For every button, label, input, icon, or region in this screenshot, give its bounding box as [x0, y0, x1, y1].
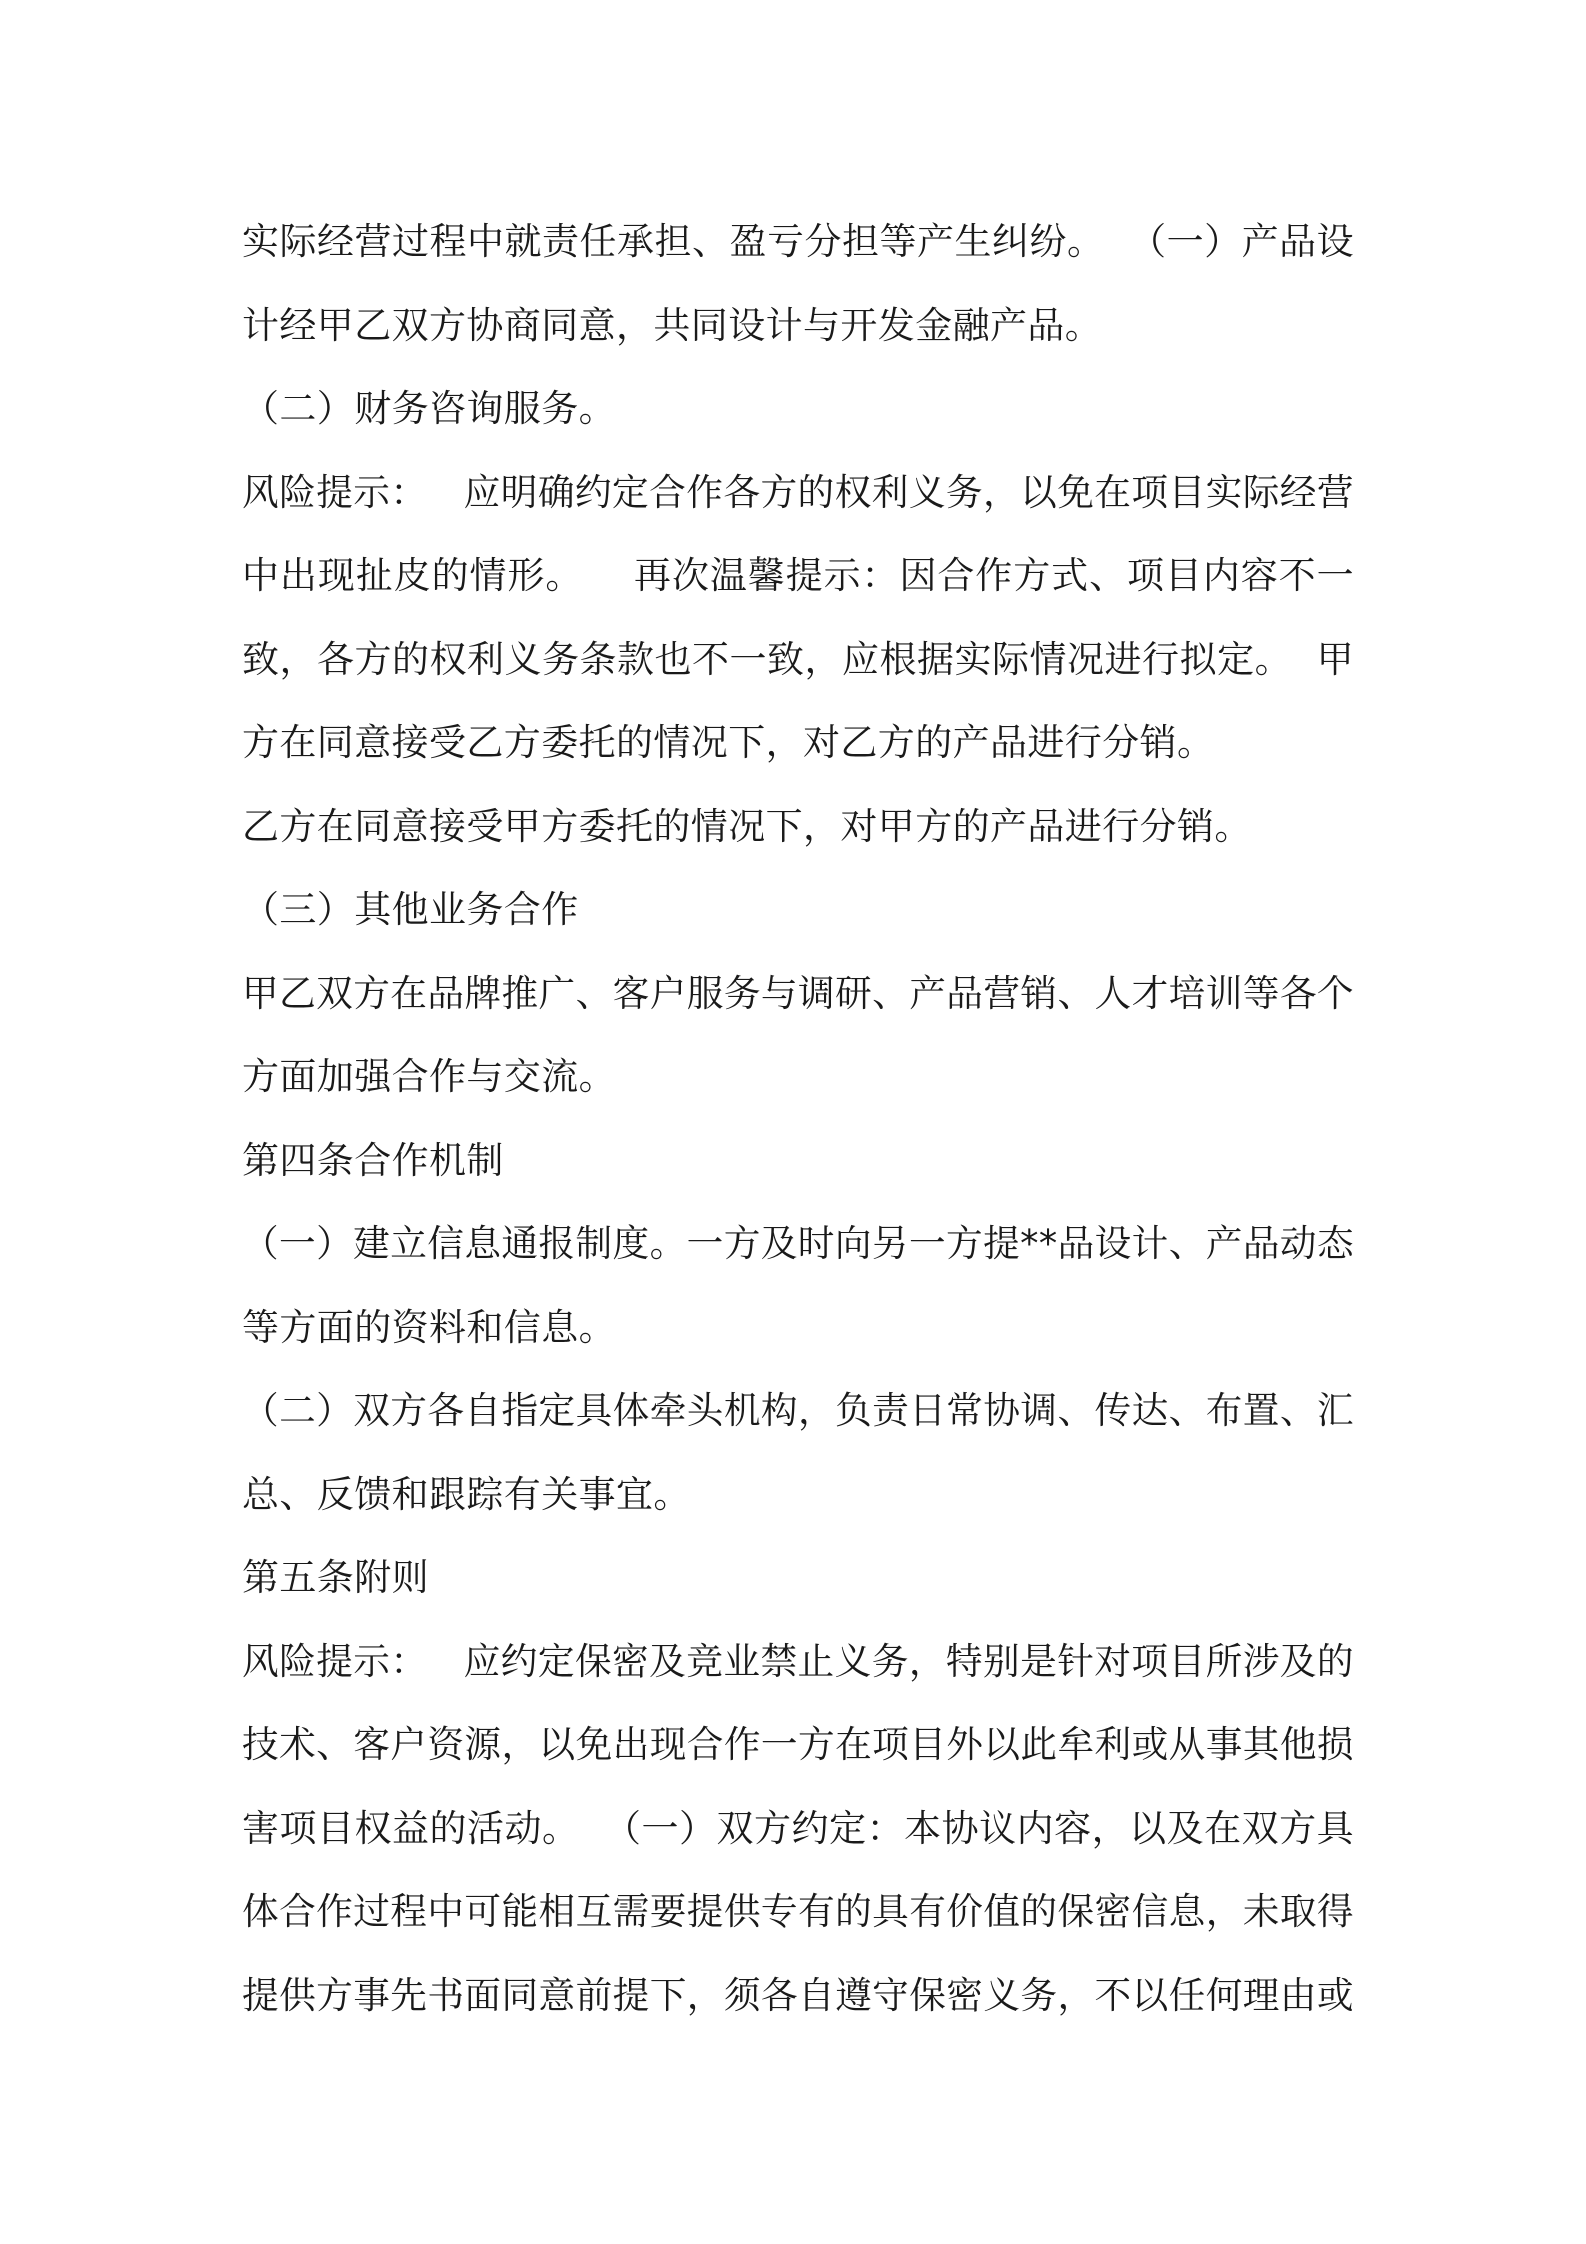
text-line: 致，各方的权利义务条款也不一致，应根据实际情况进行拟定。 甲: [242, 637, 1354, 681]
text-line: 中出现扯皮的情形。 再次温馨提示：因合作方式、项目内容不一: [242, 554, 1354, 597]
text-line: （二）双方各自指定具体牵头机构，负责日常协调、传达、布置、汇: [242, 1389, 1354, 1432]
document-body: [242, 200, 1354, 2037]
text-line: 第五条附则: [242, 1556, 429, 1599]
text-line: 计经甲乙双方协商同意，共同设计与开发金融产品。: [242, 303, 1103, 347]
text-line: 风险提示： 应约定保密及竞业禁止义务，特别是针对项目所涉及的: [242, 1639, 1354, 1683]
text-line: 提供方事先书面同意前提下，须各自遵守保密义务，不以任何理由或: [242, 1973, 1354, 2017]
text-line: 方在同意接受乙方委托的情况下，对乙方的产品进行分销。: [242, 721, 1215, 764]
text-line: 乙方在同意接受甲方委托的情况下，对甲方的产品进行分销。: [242, 804, 1252, 848]
text-line: （一）建立信息通报制度。一方及时向另一方提**品设计、产品动态: [242, 1222, 1354, 1265]
text-line: 风险提示： 应明确约定合作各方的权利义务，以免在项目实际经营: [242, 470, 1354, 514]
text-line: 技术、客户资源，以免出现合作一方在项目外以此牟利或从事其他损: [242, 1723, 1354, 1766]
text-line: 等方面的资料和信息。: [242, 1305, 616, 1349]
text-line: （三）其他业务合作: [242, 888, 579, 931]
text-line: 第四条合作机制: [242, 1138, 504, 1182]
text-line: 害项目权益的活动。 （一）双方约定：本协议内容，以及在双方具: [242, 1806, 1354, 1850]
text-line: 方面加强合作与交流。: [242, 1055, 616, 1098]
text-line: 甲乙双方在品牌推广、客户服务与调研、产品营销、人才培训等各个: [242, 971, 1354, 1015]
text-line: 总、反馈和跟踪有关事宜。: [242, 1472, 691, 1516]
text-line: 实际经营过程中就责任承担、盈亏分担等产生纠纷。 （一）产品设: [242, 220, 1354, 263]
text-line: 体合作过程中可能相互需要提供专有的具有价值的保密信息，未取得: [242, 1890, 1354, 1933]
text-line: （二）财务咨询服务。: [242, 387, 616, 430]
